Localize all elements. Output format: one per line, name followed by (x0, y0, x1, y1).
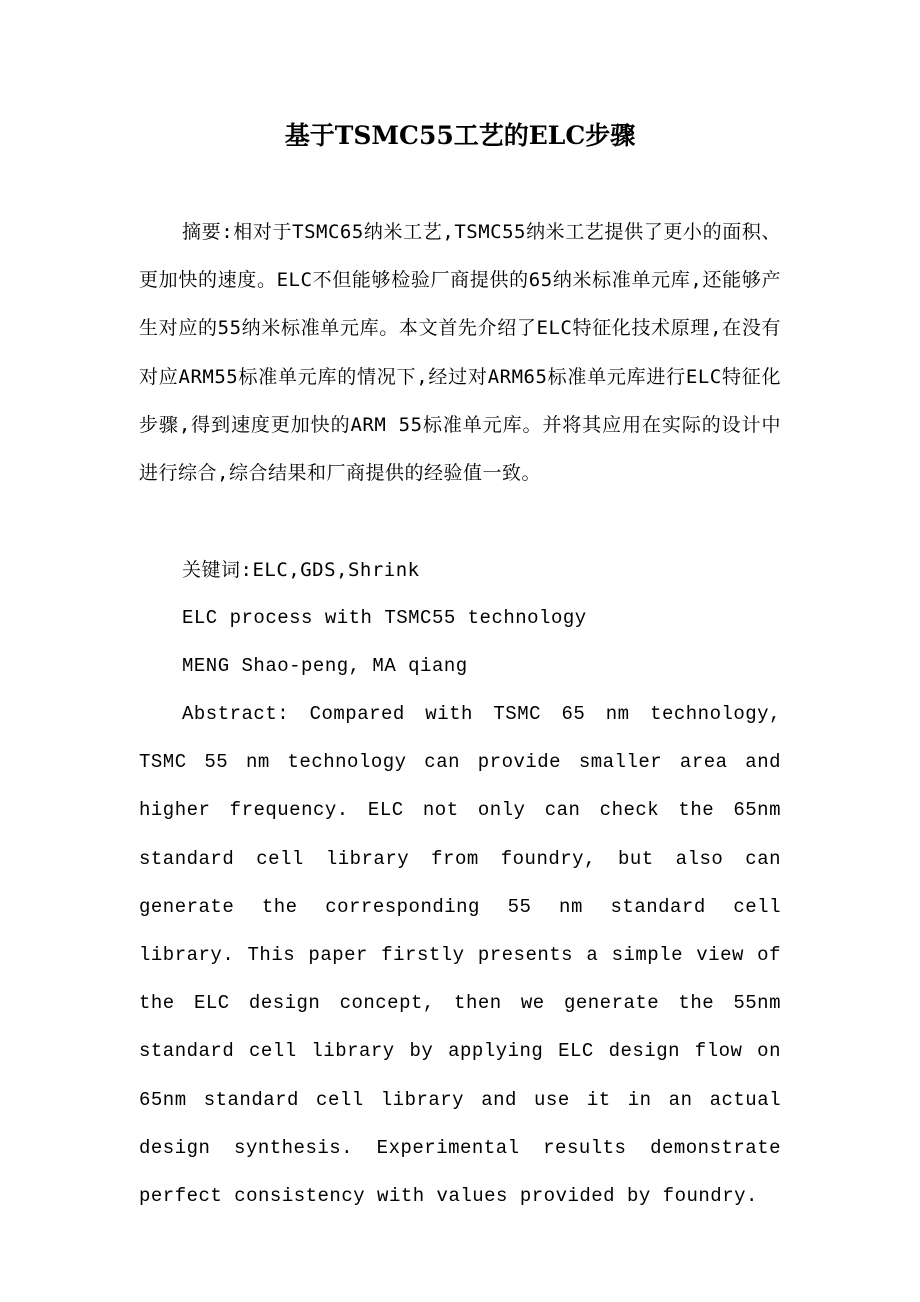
abstract-english: Abstract: Compared with TSMC 65 nm technology, TSMC 55 nm technology can provide smaller area and higher frequency. ELC not only can check the 65nm standard cell library from foundry, but also can generate the corresponding 55 nm standard cell library. This paper firstly presents a simple view of the ELC design concept, then we generate the 55nm standard cell library by applying ELC design flow on 65nm standard cell library and use it in an actual design synthesis. Experimental results demonstrate perfect consistency with values provided by foundry. (139, 703, 781, 1208)
keywords-chinese: 关键词:ELC,GDS,Shrink (182, 559, 420, 581)
english-title: ELC process with TSMC55 technology (182, 607, 587, 629)
document-title: 基于TSMC55工艺的ELC步骤 (284, 121, 636, 150)
english-authors: MENG Shao-peng, MA qiang (182, 655, 468, 677)
abstract-chinese: 摘要:相对于TSMC65纳米工艺,TSMC55纳米工艺提供了更小的面积、更加快的速度。ELC不但能够检验厂商提供的65纳米标准单元库,还能够产生对应的55纳米标准单元库。本文首先介绍了ELC特征化技术原理,在没有对应ARM55标准单元库的情况下,经过对ARM65标准单元库进行ELC特征化步骤,得到速度更加快的ARM 55标准单元库。并将其应用在实际的设计中进行综合,综合结果和厂商提供的经验值一致。 (139, 221, 781, 485)
